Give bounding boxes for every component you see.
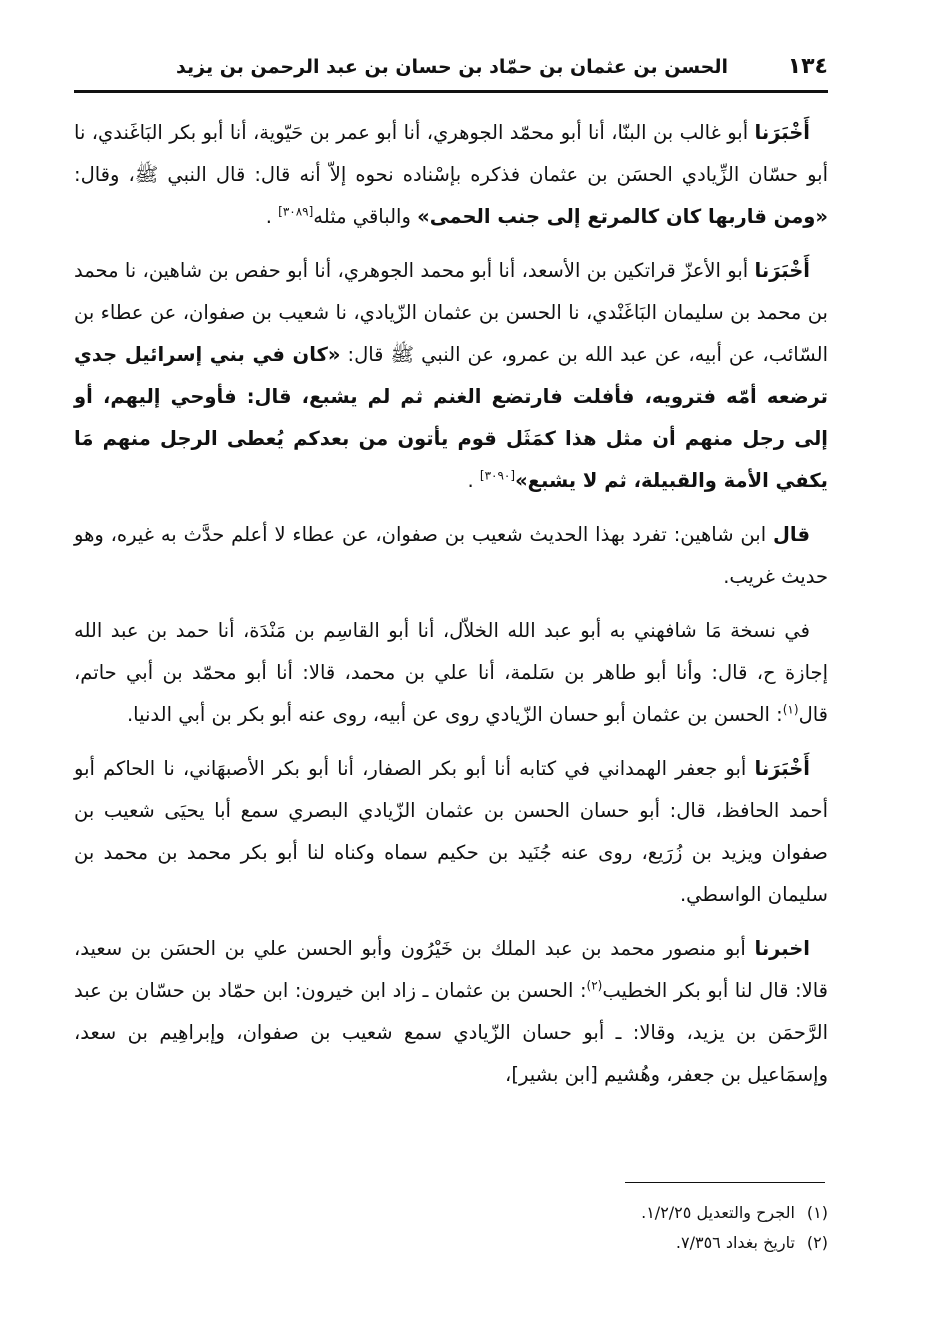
hadith-quote: «كان في بني إسرائيل جدي ترضعه أمّه فترويه، فأفلت فارتضع الغنم ثم لم يشبع، قال: فأوحي إليهم، أو إلى رجل منهم أن مثل هذا كمَثَل قوم يأتون من بعدكم يُعطى الرجل منهم مَا يكفي الأمة والقبيلة، ثم لا يشبع»	[74, 343, 828, 492]
footnote-reference: (٢)	[586, 978, 603, 993]
page-number: ١٣٤	[787, 54, 828, 79]
paragraph-text: : الحسن بن عثمان ـ زاد ابن خيرون: ابن حمّاد بن حسّان بن عبد الرَّحمَن بن يزيد، وقالا: ـ أبو حسان الزّيادي سمع شعيب بن صفوان، وإبراهِيم بن سعد، وإسمَاعيل بن جعفر، وهُشيم [ابن بشير]،	[74, 979, 828, 1086]
paragraph-lead: أَخْبَرَنا	[754, 757, 810, 780]
footnote-text: تاريخ بغداد ٧/٣٥٦.	[675, 1233, 795, 1252]
footnote-2	[108, 1228, 828, 1258]
paragraph-1	[74, 112, 828, 238]
paragraph-text: أبو جعفر الهمداني في كتابه أنا أبو بكر الصفار، أنا أبو بكر الأصبهَاني، نا الحاكم أبو أحمد الحافظ، قال: أبو حسان الحسن بن عثمان الزّيادي البصري سمع أبا يحيَى شعيب بن صفوان ويزيد بن زُرَيع، روى عنه جُنَيد بن حكيم سماه وكناه لنا أبو بكر محمد بن محمد بن سليمان الواسطي.	[74, 757, 828, 906]
main-text	[74, 112, 828, 1106]
hadith-reference-number: [٣٠٩٠]	[479, 468, 516, 483]
page-header	[74, 52, 828, 88]
paragraph-lead: قال	[772, 523, 810, 546]
paragraph-5	[74, 748, 828, 916]
paragraph-end: .	[265, 205, 279, 228]
paragraph-text: : الحسن بن عثمان أبو حسان الزّيادي روى عن أبيه، روى عنه أبو بكر بن أبي الدنيا.	[126, 703, 783, 726]
paragraph-lead: اخبرنا	[754, 937, 810, 960]
footnote-number: (١)	[806, 1203, 828, 1222]
paragraph-text: أبو منصور محمد بن عبد الملك بن خَيْرُون وأبو الحسن علي بن الحسَن بن سعيد، قالا: قال لنا أبو بكر الخطيب	[74, 937, 828, 1002]
paragraph-text: في نسخة مَا شافهني به أبو عبد الله الخلاّل، أنا أبو القاسِم بن مَنْدَة، أنا حمد بن عبد الله إجازة ح، قال: وأنا أبو طاهر بن سَلمة، أنا علي بن محمد، قالا: أنا أبو محمّد بن أبي حاتم، قال	[74, 619, 828, 726]
hadith-reference-number: [٣٠٨٩]	[278, 204, 314, 219]
footnote-divider	[625, 1182, 825, 1183]
paragraph-lead: أَخْبَرَنا	[754, 121, 810, 144]
paragraph-2	[74, 250, 828, 502]
footnote-reference: (١)	[782, 702, 799, 717]
hadith-quote: «ومن قاربها كان كالمرتع إلى جنب الحمى»	[417, 205, 828, 228]
paragraph-text: ابن شاهين: تفرد بهذا الحديث شعيب بن صفوان، عن عطاء لا أعلم حدَّث به غيره، وهو حديث غريب.	[74, 523, 828, 588]
footnote-text: الجرح والتعديل ١/٢/٢٥.	[641, 1203, 795, 1222]
footnote-number: (٢)	[806, 1233, 828, 1252]
paragraph-4	[74, 610, 828, 736]
paragraph-end: .	[467, 469, 480, 492]
paragraph-6	[74, 928, 828, 1096]
running-title: الحسن بن عثمان بن حمّاد بن حسان بن عبد الرحمن بن يزيد	[176, 56, 728, 78]
paragraph-text: أبو غالب بن البنّا، أنا أبو محمّد الجوهري، أنا أبو عمر بن حَيّوية، أنا أبو بكر البَاغَندي، نا أبو حسّان الزِّيادي الحسَن بن عثمان فذكره بإسْناده نحوه إلاّ أنه قال: قال النبي ﷺ، وقال:	[74, 121, 828, 186]
header-divider	[74, 90, 828, 93]
footnote-1	[108, 1198, 828, 1228]
paragraph-lead: أَخْبَرَنا	[754, 259, 810, 282]
footnotes	[108, 1198, 828, 1258]
paragraph-3	[74, 514, 828, 598]
paragraph-text: أبو الأعزّ قراتكين بن الأسعد، أنا أبو محمد الجوهري، أنا أبو حفص بن شاهين، نا محمد بن محمد بن سليمان البَاغَنْدي، نا الحسن بن عثمان الزّيادي، نا شعيب بن صفوان، عن عطاء بن السّائب، عن أبيه، عن عبد الله بن عمرو، عن النبي ﷺ قال:	[74, 259, 828, 366]
paragraph-text: والباقي مثله	[313, 205, 418, 228]
